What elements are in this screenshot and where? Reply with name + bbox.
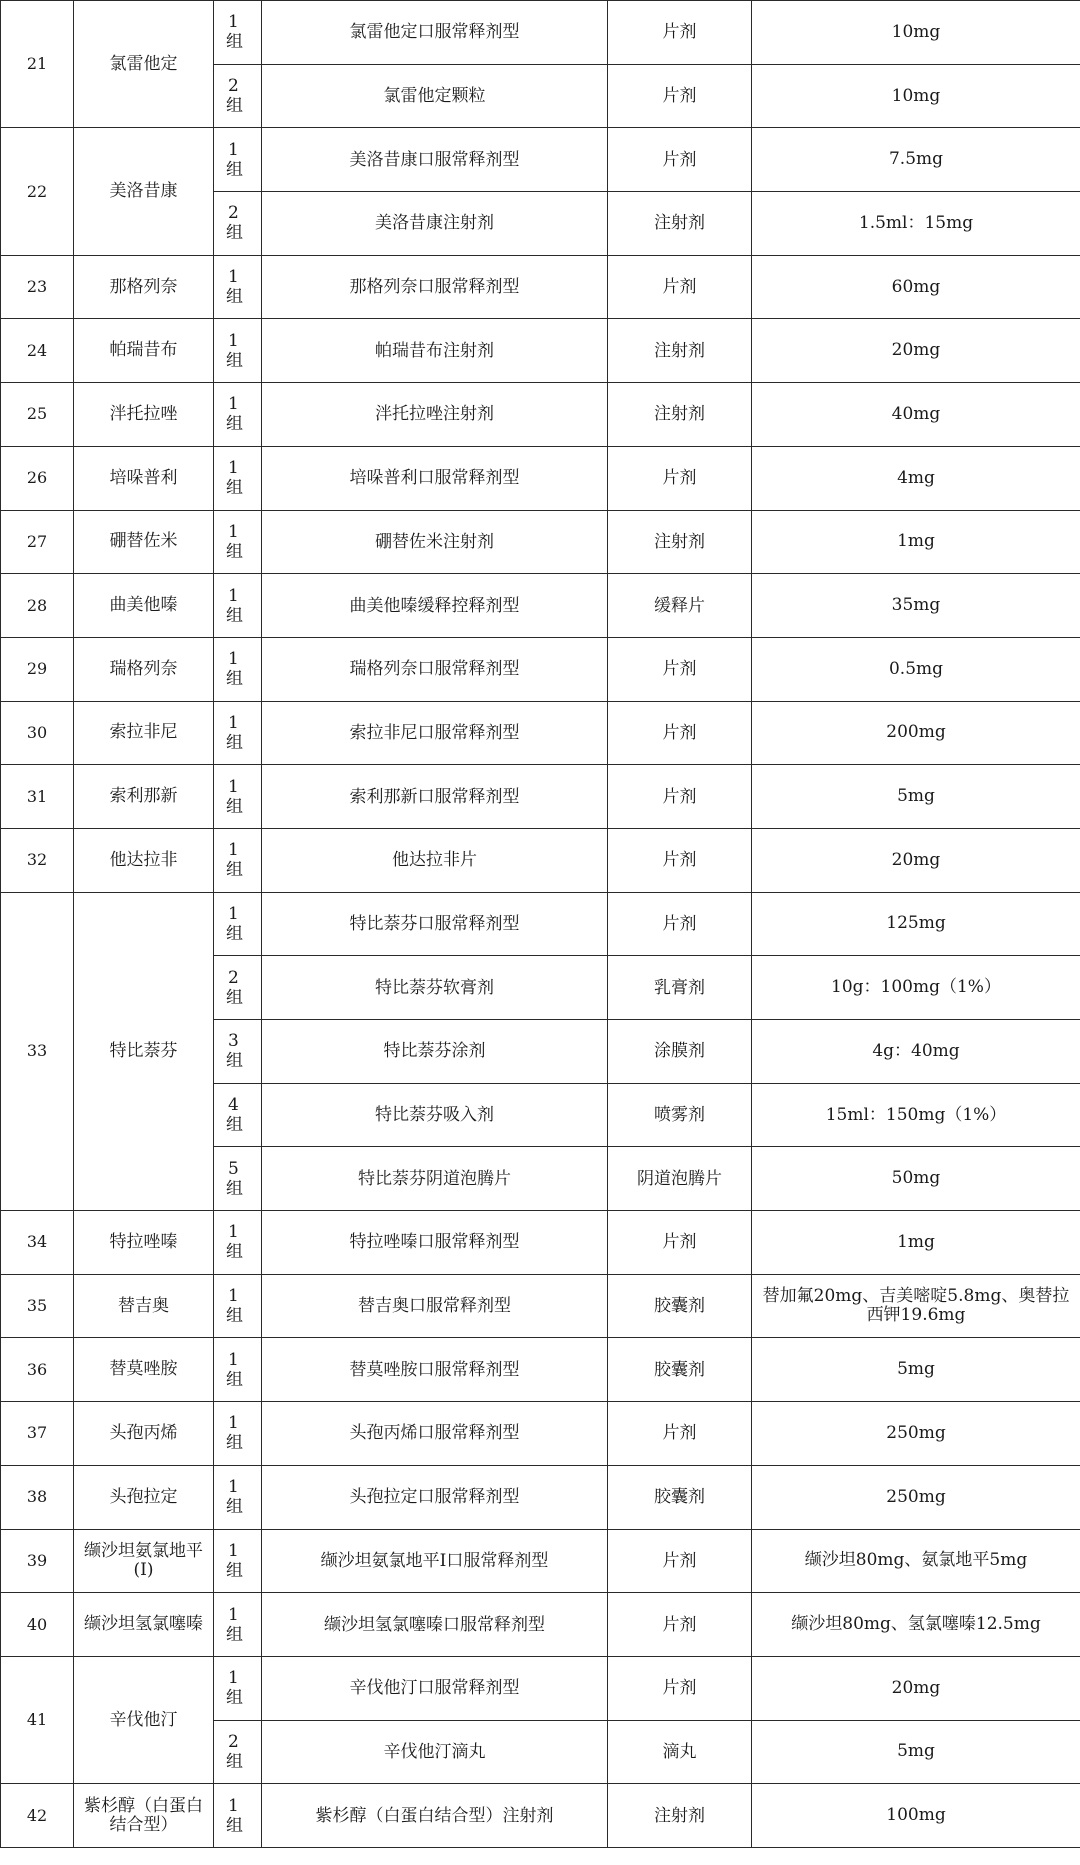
product-name-cell: 索拉非尼口服常释剂型 <box>262 701 608 765</box>
product-name-cell: 氯雷他定口服常释剂型 <box>262 1 608 65</box>
product-name-cell: 特比萘芬涂剂 <box>262 1020 608 1084</box>
group-unit: 组 <box>226 669 243 690</box>
group-cell <box>214 192 262 256</box>
group-number: 1 <box>228 1604 239 1625</box>
group-unit: 组 <box>226 478 243 499</box>
seq-cell: 36 <box>1 1338 74 1402</box>
group-cell <box>214 1211 262 1275</box>
specification-cell: 250mg <box>752 1402 1080 1466</box>
drug-name-cell: 培哚普利 <box>74 446 214 510</box>
group-number: 1 <box>228 712 239 733</box>
group-unit: 组 <box>226 96 243 117</box>
group-number: 4 <box>228 1095 239 1116</box>
group-cell <box>214 701 262 765</box>
group-number: 1 <box>228 1222 239 1243</box>
seq-cell: 31 <box>1 765 74 829</box>
dosage-form-cell: 胶囊剂 <box>608 1465 752 1529</box>
group-unit: 组 <box>226 414 243 435</box>
specification-cell: 15ml：150mg（1%） <box>752 1083 1080 1147</box>
product-name-cell: 氯雷他定颗粒 <box>262 64 608 128</box>
group-unit: 组 <box>226 987 243 1008</box>
group-number: 1 <box>228 394 239 415</box>
table-row <box>1 1211 1080 1275</box>
specification-cell: 60mg <box>752 255 1080 319</box>
specification-cell: 替加氟20mg、吉美嘧啶5.8mg、奥替拉西钾19.6mg <box>752 1274 1080 1338</box>
group-unit: 组 <box>226 923 243 944</box>
dosage-form-cell: 注射剂 <box>608 510 752 574</box>
group-number: 1 <box>228 458 239 479</box>
group-number: 1 <box>228 330 239 351</box>
table-row <box>1 255 1080 319</box>
dosage-form-cell: 注射剂 <box>608 383 752 447</box>
drug-table-body <box>1 1 1080 1848</box>
specification-cell: 1mg <box>752 1211 1080 1275</box>
product-name-cell: 头孢丙烯口服常释剂型 <box>262 1402 608 1466</box>
specification-cell: 5mg <box>752 1338 1080 1402</box>
group-cell <box>214 446 262 510</box>
dosage-form-cell: 喷雾剂 <box>608 1083 752 1147</box>
group-cell <box>214 1402 262 1466</box>
dosage-form-cell: 片剂 <box>608 1 752 65</box>
seq-cell: 39 <box>1 1529 74 1593</box>
group-cell <box>214 765 262 829</box>
dosage-form-cell: 滴丸 <box>608 1720 752 1784</box>
table-row <box>1 319 1080 383</box>
product-name-cell: 他达拉非片 <box>262 828 608 892</box>
table-row <box>1 892 1080 956</box>
group-cell <box>214 319 262 383</box>
group-number: 2 <box>228 76 239 97</box>
group-number: 1 <box>228 903 239 924</box>
product-name-cell: 辛伐他汀滴丸 <box>262 1720 608 1784</box>
table-row <box>1 128 1080 192</box>
product-name-cell: 特比萘芬阴道泡腾片 <box>262 1147 608 1211</box>
seq-cell: 35 <box>1 1274 74 1338</box>
table-row <box>1 1402 1080 1466</box>
specification-cell: 20mg <box>752 1656 1080 1720</box>
table-row <box>1 701 1080 765</box>
drug-name-cell: 索拉非尼 <box>74 701 214 765</box>
table-row <box>1 510 1080 574</box>
dosage-form-cell: 片剂 <box>608 892 752 956</box>
group-number: 1 <box>228 1286 239 1307</box>
group-cell <box>214 828 262 892</box>
group-number: 1 <box>228 1477 239 1498</box>
dosage-form-cell: 胶囊剂 <box>608 1338 752 1402</box>
product-name-cell: 特拉唑嗪口服常释剂型 <box>262 1211 608 1275</box>
product-name-cell: 硼替佐米注射剂 <box>262 510 608 574</box>
group-number: 1 <box>228 776 239 797</box>
seq-cell: 22 <box>1 128 74 255</box>
group-number: 1 <box>228 1540 239 1561</box>
group-unit: 组 <box>226 1751 243 1772</box>
group-unit: 组 <box>226 1624 243 1645</box>
group-number: 1 <box>228 585 239 606</box>
drug-name-cell: 那格列奈 <box>74 255 214 319</box>
dosage-form-cell: 阴道泡腾片 <box>608 1147 752 1211</box>
group-unit: 组 <box>226 732 243 753</box>
product-name-cell: 索利那新口服常释剂型 <box>262 765 608 829</box>
dosage-form-cell: 涂膜剂 <box>608 1020 752 1084</box>
group-unit: 组 <box>226 32 243 53</box>
seq-cell: 42 <box>1 1784 74 1848</box>
table-row <box>1 574 1080 638</box>
group-unit: 组 <box>226 1815 243 1836</box>
product-name-cell: 辛伐他汀口服常释剂型 <box>262 1656 608 1720</box>
specification-cell: 20mg <box>752 319 1080 383</box>
specification-cell: 缬沙坦80mg、氨氯地平5mg <box>752 1529 1080 1593</box>
dosage-form-cell: 乳膏剂 <box>608 956 752 1020</box>
specification-cell: 50mg <box>752 1147 1080 1211</box>
drug-name-cell: 缬沙坦氢氯噻嗪 <box>74 1593 214 1657</box>
group-unit: 组 <box>226 1178 243 1199</box>
product-name-cell: 美洛昔康注射剂 <box>262 192 608 256</box>
group-unit: 组 <box>226 1433 243 1454</box>
specification-cell: 200mg <box>752 701 1080 765</box>
drug-name-cell: 帕瑞昔布 <box>74 319 214 383</box>
group-number: 1 <box>228 1668 239 1689</box>
group-cell <box>214 1338 262 1402</box>
dosage-form-cell: 片剂 <box>608 637 752 701</box>
table-row <box>1 1529 1080 1593</box>
specification-cell: 7.5mg <box>752 128 1080 192</box>
group-number: 2 <box>228 967 239 988</box>
group-cell <box>214 383 262 447</box>
group-cell <box>214 1784 262 1848</box>
drug-name-cell: 曲美他嗪 <box>74 574 214 638</box>
group-unit: 组 <box>226 605 243 626</box>
drug-name-cell: 特拉唑嗪 <box>74 1211 214 1275</box>
product-name-cell: 那格列奈口服常释剂型 <box>262 255 608 319</box>
group-cell <box>214 574 262 638</box>
specification-cell: 100mg <box>752 1784 1080 1848</box>
specification-cell: 125mg <box>752 892 1080 956</box>
group-cell <box>214 1529 262 1593</box>
specification-cell: 1.5ml：15mg <box>752 192 1080 256</box>
group-cell <box>214 1593 262 1657</box>
drug-name-cell: 氯雷他定 <box>74 1 214 128</box>
product-name-cell: 缬沙坦氢氯噻嗪口服常释剂型 <box>262 1593 608 1657</box>
specification-cell: 35mg <box>752 574 1080 638</box>
group-number: 1 <box>228 139 239 160</box>
seq-cell: 32 <box>1 828 74 892</box>
group-cell <box>214 1083 262 1147</box>
dosage-form-cell: 片剂 <box>608 64 752 128</box>
specification-cell: 4mg <box>752 446 1080 510</box>
group-unit: 组 <box>226 1688 243 1709</box>
table-row <box>1 1 1080 65</box>
specification-cell: 10mg <box>752 1 1080 65</box>
group-number: 1 <box>228 267 239 288</box>
product-name-cell: 替莫唑胺口服常释剂型 <box>262 1338 608 1402</box>
drug-name-cell: 美洛昔康 <box>74 128 214 255</box>
group-cell <box>214 1020 262 1084</box>
dosage-form-cell: 片剂 <box>608 1211 752 1275</box>
group-cell <box>214 1 262 65</box>
group-cell <box>214 1147 262 1211</box>
drug-name-cell: 他达拉非 <box>74 828 214 892</box>
dosage-form-cell: 片剂 <box>608 1656 752 1720</box>
group-cell <box>214 1465 262 1529</box>
table-row <box>1 1274 1080 1338</box>
dosage-form-cell: 注射剂 <box>608 319 752 383</box>
product-name-cell: 曲美他嗪缓释控释剂型 <box>262 574 608 638</box>
table-row <box>1 446 1080 510</box>
drug-name-cell: 缬沙坦氨氯地平(Ⅰ) <box>74 1529 214 1593</box>
dosage-form-cell: 片剂 <box>608 701 752 765</box>
product-name-cell: 特比萘芬软膏剂 <box>262 956 608 1020</box>
specification-cell: 250mg <box>752 1465 1080 1529</box>
group-unit: 组 <box>226 1051 243 1072</box>
dosage-form-cell: 片剂 <box>608 1402 752 1466</box>
group-number: 2 <box>228 1731 239 1752</box>
group-number: 1 <box>228 1795 239 1816</box>
seq-cell: 29 <box>1 637 74 701</box>
group-unit: 组 <box>226 287 243 308</box>
drug-name-cell: 辛伐他汀 <box>74 1656 214 1783</box>
product-name-cell: 特比萘芬口服常释剂型 <box>262 892 608 956</box>
seq-cell: 28 <box>1 574 74 638</box>
seq-cell: 26 <box>1 446 74 510</box>
drug-name-cell: 替莫唑胺 <box>74 1338 214 1402</box>
dosage-form-cell: 片剂 <box>608 1593 752 1657</box>
table-row <box>1 637 1080 701</box>
product-name-cell: 缬沙坦氨氯地平Ⅰ口服常释剂型 <box>262 1529 608 1593</box>
dosage-form-cell: 胶囊剂 <box>608 1274 752 1338</box>
table-row <box>1 1338 1080 1402</box>
group-unit: 组 <box>226 541 243 562</box>
table-row <box>1 1593 1080 1657</box>
group-unit: 组 <box>226 1560 243 1581</box>
dosage-form-cell: 片剂 <box>608 765 752 829</box>
group-number: 3 <box>228 1031 239 1052</box>
drug-name-cell: 瑞格列奈 <box>74 637 214 701</box>
specification-cell: 1mg <box>752 510 1080 574</box>
drug-name-cell: 头孢丙烯 <box>74 1402 214 1466</box>
specification-cell: 10mg <box>752 64 1080 128</box>
group-number: 5 <box>228 1158 239 1179</box>
group-number: 1 <box>228 649 239 670</box>
specification-cell: 5mg <box>752 765 1080 829</box>
seq-cell: 24 <box>1 319 74 383</box>
seq-cell: 37 <box>1 1402 74 1466</box>
table-row <box>1 1784 1080 1848</box>
table-row <box>1 828 1080 892</box>
dosage-form-cell: 片剂 <box>608 1529 752 1593</box>
group-number: 1 <box>228 12 239 33</box>
seq-cell: 23 <box>1 255 74 319</box>
seq-cell: 21 <box>1 1 74 128</box>
group-cell <box>214 64 262 128</box>
group-cell <box>214 1274 262 1338</box>
specification-cell: 缬沙坦80mg、氢氯噻嗪12.5mg <box>752 1593 1080 1657</box>
group-unit: 组 <box>226 1369 243 1390</box>
dosage-form-cell: 缓释片 <box>608 574 752 638</box>
seq-cell: 27 <box>1 510 74 574</box>
drug-name-cell: 特比萘芬 <box>74 892 214 1210</box>
drug-name-cell: 头孢拉定 <box>74 1465 214 1529</box>
seq-cell: 40 <box>1 1593 74 1657</box>
group-cell <box>214 510 262 574</box>
group-cell <box>214 1720 262 1784</box>
group-cell <box>214 956 262 1020</box>
group-unit: 组 <box>226 796 243 817</box>
group-unit: 组 <box>226 860 243 881</box>
group-unit: 组 <box>226 159 243 180</box>
group-number: 1 <box>228 521 239 542</box>
drug-name-cell: 泮托拉唑 <box>74 383 214 447</box>
group-cell <box>214 637 262 701</box>
group-cell <box>214 892 262 956</box>
dosage-form-cell: 片剂 <box>608 255 752 319</box>
dosage-form-cell: 片剂 <box>608 128 752 192</box>
seq-cell: 25 <box>1 383 74 447</box>
specification-cell: 20mg <box>752 828 1080 892</box>
group-cell <box>214 128 262 192</box>
product-name-cell: 泮托拉唑注射剂 <box>262 383 608 447</box>
dosage-form-cell: 片剂 <box>608 828 752 892</box>
drug-name-cell: 替吉奥 <box>74 1274 214 1338</box>
dosage-form-cell: 注射剂 <box>608 1784 752 1848</box>
product-name-cell: 美洛昔康口服常释剂型 <box>262 128 608 192</box>
group-unit: 组 <box>226 1115 243 1136</box>
specification-cell: 5mg <box>752 1720 1080 1784</box>
group-number: 1 <box>228 1349 239 1370</box>
product-name-cell: 特比萘芬吸入剂 <box>262 1083 608 1147</box>
drug-name-cell: 硼替佐米 <box>74 510 214 574</box>
drug-name-cell: 紫杉醇（白蛋白结合型） <box>74 1784 214 1848</box>
product-name-cell: 帕瑞昔布注射剂 <box>262 319 608 383</box>
group-number: 1 <box>228 840 239 861</box>
drug-name-cell: 索利那新 <box>74 765 214 829</box>
group-unit: 组 <box>226 350 243 371</box>
group-number: 1 <box>228 1413 239 1434</box>
table-row <box>1 1656 1080 1720</box>
table-row <box>1 1465 1080 1529</box>
dosage-form-cell: 片剂 <box>608 446 752 510</box>
table-row <box>1 383 1080 447</box>
specification-cell: 0.5mg <box>752 637 1080 701</box>
group-unit: 组 <box>226 223 243 244</box>
product-name-cell: 瑞格列奈口服常释剂型 <box>262 637 608 701</box>
table-row <box>1 765 1080 829</box>
group-number: 2 <box>228 203 239 224</box>
group-unit: 组 <box>226 1306 243 1327</box>
product-name-cell: 紫杉醇（白蛋白结合型）注射剂 <box>262 1784 608 1848</box>
group-unit: 组 <box>226 1497 243 1518</box>
product-name-cell: 头孢拉定口服常释剂型 <box>262 1465 608 1529</box>
group-unit: 组 <box>226 1242 243 1263</box>
dosage-form-cell: 注射剂 <box>608 192 752 256</box>
seq-cell: 34 <box>1 1211 74 1275</box>
product-name-cell: 替吉奥口服常释剂型 <box>262 1274 608 1338</box>
seq-cell: 33 <box>1 892 74 1210</box>
specification-cell: 4g：40mg <box>752 1020 1080 1084</box>
group-cell <box>214 255 262 319</box>
group-cell <box>214 1656 262 1720</box>
specification-cell: 40mg <box>752 383 1080 447</box>
product-name-cell: 培哚普利口服常释剂型 <box>262 446 608 510</box>
seq-cell: 38 <box>1 1465 74 1529</box>
seq-cell: 41 <box>1 1656 74 1783</box>
specification-cell: 10g：100mg（1%） <box>752 956 1080 1020</box>
seq-cell: 30 <box>1 701 74 765</box>
